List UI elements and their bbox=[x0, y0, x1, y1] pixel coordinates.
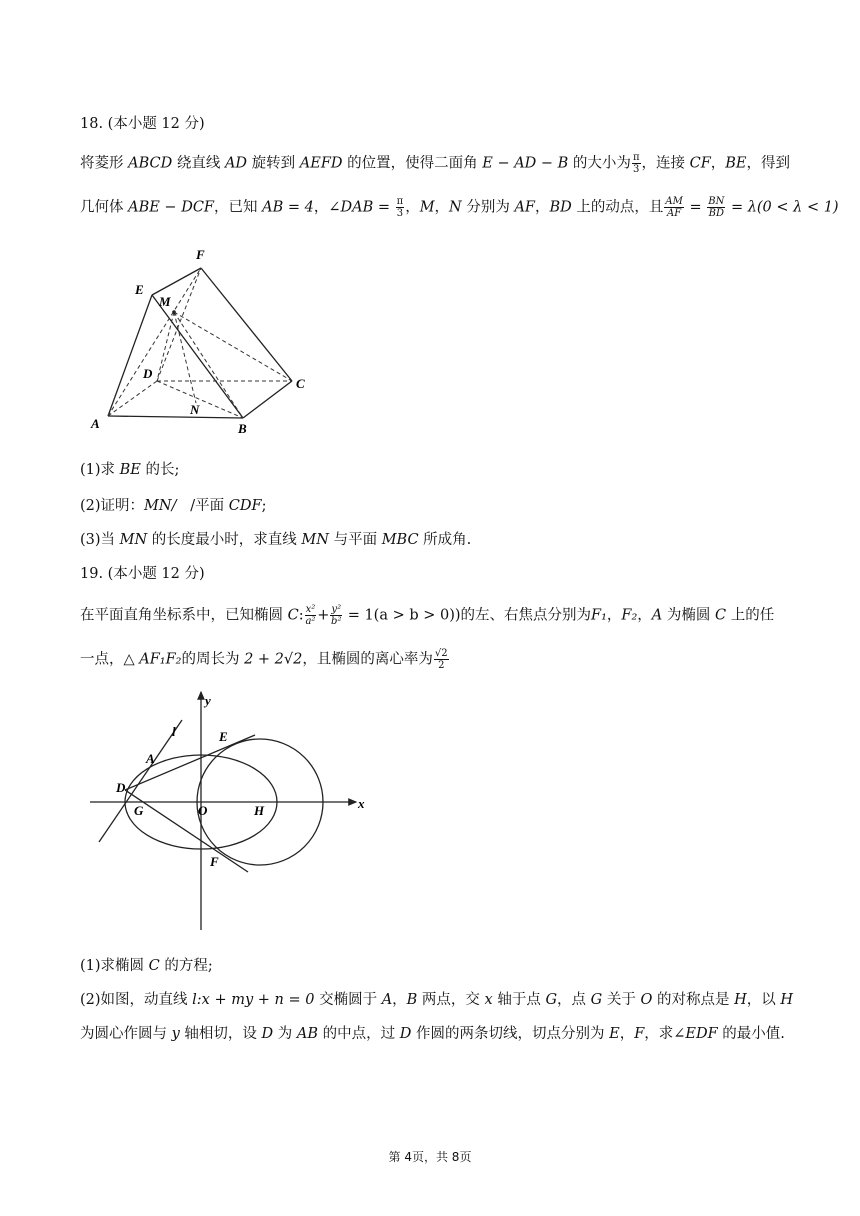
text: ， bbox=[619, 1026, 635, 1042]
label-D: D bbox=[116, 780, 126, 795]
text: 的位置，使得二面角 bbox=[342, 155, 483, 172]
math: x bbox=[484, 992, 493, 1008]
label-A: A bbox=[146, 751, 155, 766]
q18-text-line1 bbox=[80, 152, 790, 175]
math: H bbox=[780, 992, 793, 1008]
text: 几何体 bbox=[80, 199, 129, 216]
math: BE bbox=[119, 462, 141, 478]
q18-header: 18. (本小题 12 分) bbox=[80, 116, 205, 132]
label-x: x bbox=[358, 796, 365, 811]
math: D bbox=[261, 1026, 274, 1042]
text: ，且椭圆的离心率为 bbox=[302, 651, 433, 668]
label-l: l bbox=[172, 724, 176, 739]
math: G bbox=[545, 992, 558, 1008]
label-B: B bbox=[238, 421, 247, 436]
text: 旋转到 bbox=[247, 155, 300, 172]
math: C bbox=[148, 958, 160, 974]
label-y: y bbox=[205, 693, 211, 708]
math: F₁ bbox=[591, 607, 607, 624]
text: /平面 bbox=[176, 498, 229, 514]
label-G: G bbox=[134, 803, 144, 818]
text: 轴相切，设 bbox=[179, 1026, 262, 1042]
math: H bbox=[734, 992, 747, 1008]
fraction-y2-b2: $\frac{\text{y²}}{\text{b²}}$ bbox=[331, 604, 342, 627]
math: AD bbox=[224, 155, 248, 172]
math: G bbox=[590, 992, 603, 1008]
text: ， bbox=[606, 607, 622, 624]
text: 所成角. bbox=[418, 532, 472, 548]
label-O: O bbox=[198, 803, 208, 818]
text: ， bbox=[710, 155, 726, 172]
math: 2 + 2√2 bbox=[244, 651, 303, 668]
text: 作圆的两条切线，切点分别为 bbox=[411, 1026, 610, 1042]
label-F: F bbox=[196, 247, 205, 262]
math: CDF bbox=[228, 498, 262, 514]
fraction-bn-bd: $\frac{BN}{BD}$ bbox=[708, 196, 725, 219]
text: 两点，交 bbox=[417, 992, 485, 1008]
math: △ AF₁F₂ bbox=[123, 651, 182, 668]
label-H: H bbox=[254, 803, 265, 818]
q18-text-line2 bbox=[80, 196, 839, 219]
q18-geometry-figure bbox=[80, 240, 340, 440]
math: E − AD − B bbox=[482, 155, 569, 172]
q18-part2 bbox=[80, 496, 266, 516]
label-A: A bbox=[91, 416, 100, 431]
text: ， bbox=[434, 199, 450, 216]
q19-part2-line1 bbox=[80, 990, 793, 1010]
math: F₂ bbox=[621, 607, 638, 624]
text: 的左、右焦点分别为 bbox=[460, 607, 592, 624]
math: C bbox=[287, 607, 299, 624]
text: + bbox=[317, 607, 330, 624]
text: = bbox=[684, 199, 707, 216]
text: 将菱形 bbox=[80, 155, 129, 172]
text: (2)证明： bbox=[80, 498, 145, 514]
text: 的大小为 bbox=[568, 155, 631, 172]
text: ， bbox=[313, 199, 329, 216]
text: 轴于点 bbox=[492, 992, 546, 1008]
q18-part3 bbox=[80, 530, 471, 550]
math: MN bbox=[301, 532, 329, 548]
label-F: F bbox=[210, 854, 219, 869]
math: = λ(0 < λ < 1) bbox=[726, 199, 839, 216]
text: ， bbox=[535, 199, 550, 216]
math: D bbox=[399, 1026, 412, 1042]
q19-text-line2 bbox=[80, 648, 450, 671]
math: = 1(a > b > 0)) bbox=[343, 607, 461, 624]
text: (2)如图，动直线 bbox=[80, 992, 193, 1008]
text: 与平面 bbox=[328, 532, 382, 548]
math: AF bbox=[514, 199, 535, 216]
q19-text-line1 bbox=[80, 604, 774, 627]
text: 的对称点是 bbox=[652, 992, 735, 1008]
text: ， bbox=[637, 607, 652, 624]
math: O bbox=[640, 992, 653, 1008]
text: 的中点，过 bbox=[318, 1026, 400, 1042]
page-footer: 第 4页，共 8页 bbox=[388, 1150, 472, 1164]
fraction-pi-3: $\frac{\pi}{3}$ bbox=[632, 152, 640, 175]
text: (1)求 bbox=[80, 462, 120, 478]
text: ， bbox=[405, 199, 420, 216]
math: BD bbox=[549, 199, 572, 216]
math: CF bbox=[689, 155, 711, 172]
text: 为椭圆 bbox=[662, 607, 715, 624]
text: ，点 bbox=[557, 992, 591, 1008]
fraction-am-af: $\frac{AM}{AF}$ bbox=[665, 196, 683, 219]
q19-part2-line2 bbox=[80, 1024, 785, 1044]
math: EDF bbox=[685, 1026, 718, 1042]
q18-part1 bbox=[80, 460, 179, 480]
text: 为圆心作圆与 bbox=[80, 1026, 172, 1042]
math: AB = 4 bbox=[262, 199, 314, 216]
math: A bbox=[381, 992, 393, 1008]
math: ∠DAB = bbox=[328, 199, 395, 216]
text: 为 bbox=[273, 1026, 297, 1042]
text: 的长度最小时，求直线 bbox=[147, 532, 302, 548]
text: : bbox=[298, 607, 304, 624]
label-D: D bbox=[143, 366, 153, 381]
text: 在平面直角坐标系中，已知椭圆 bbox=[80, 607, 288, 624]
text: 一点， bbox=[80, 651, 124, 668]
text: ，以 bbox=[746, 992, 781, 1008]
q19-ellipse-figure bbox=[80, 680, 380, 940]
fraction-sqrt2-2: $\frac{√2}{2}$ bbox=[434, 648, 448, 671]
math: BE bbox=[725, 155, 747, 172]
math: ABCD bbox=[128, 155, 173, 172]
text: 上的任 bbox=[726, 607, 775, 624]
label-N: N bbox=[190, 402, 200, 417]
q19-header: 19. (本小题 12 分) bbox=[80, 566, 205, 582]
math: E bbox=[609, 1026, 620, 1042]
math: F bbox=[634, 1026, 645, 1042]
text: 上的动点，且 bbox=[571, 199, 664, 216]
text: ，连接 bbox=[641, 155, 690, 172]
label-E: E bbox=[219, 729, 228, 744]
math: AEFD bbox=[299, 155, 343, 172]
math: M bbox=[419, 199, 435, 216]
math: AB bbox=[296, 1026, 319, 1042]
math: C bbox=[715, 607, 727, 624]
label-C: C bbox=[296, 376, 305, 391]
math: B bbox=[406, 992, 418, 1008]
math: l:x + my + n = 0 bbox=[192, 992, 315, 1008]
math: MBC bbox=[381, 532, 419, 548]
q19-part1 bbox=[80, 956, 213, 976]
fraction-pi-3: $\frac{\pi}{3}$ bbox=[396, 196, 404, 219]
text: ，已知 bbox=[213, 199, 263, 216]
text: 的方程; bbox=[159, 958, 213, 974]
fraction-x2-a2: $\frac{\text{x²}}{\text{a²}}$ bbox=[305, 604, 316, 627]
text: ; bbox=[261, 498, 267, 514]
text: (1)求椭圆 bbox=[80, 958, 149, 974]
text: (3)当 bbox=[80, 532, 120, 548]
text: 分别为 bbox=[461, 199, 515, 216]
math: MN/ bbox=[144, 498, 177, 514]
math: N bbox=[449, 199, 462, 216]
text: 的最小值. bbox=[717, 1026, 785, 1042]
text: 关于 bbox=[602, 992, 641, 1008]
text: ， bbox=[392, 992, 407, 1008]
math: A bbox=[651, 607, 663, 624]
text: 的周长为 bbox=[181, 651, 245, 668]
text: 交椭圆于 bbox=[314, 992, 382, 1008]
math: MN bbox=[119, 532, 148, 548]
text: ，求∠ bbox=[644, 1026, 686, 1042]
text: 绕直线 bbox=[172, 155, 225, 172]
label-M: M bbox=[159, 294, 171, 309]
text: ，得到 bbox=[746, 155, 791, 172]
text: 的长; bbox=[140, 462, 180, 478]
math: ABE − DCF bbox=[128, 199, 214, 216]
label-E: E bbox=[135, 282, 144, 297]
math: y bbox=[171, 1026, 180, 1042]
